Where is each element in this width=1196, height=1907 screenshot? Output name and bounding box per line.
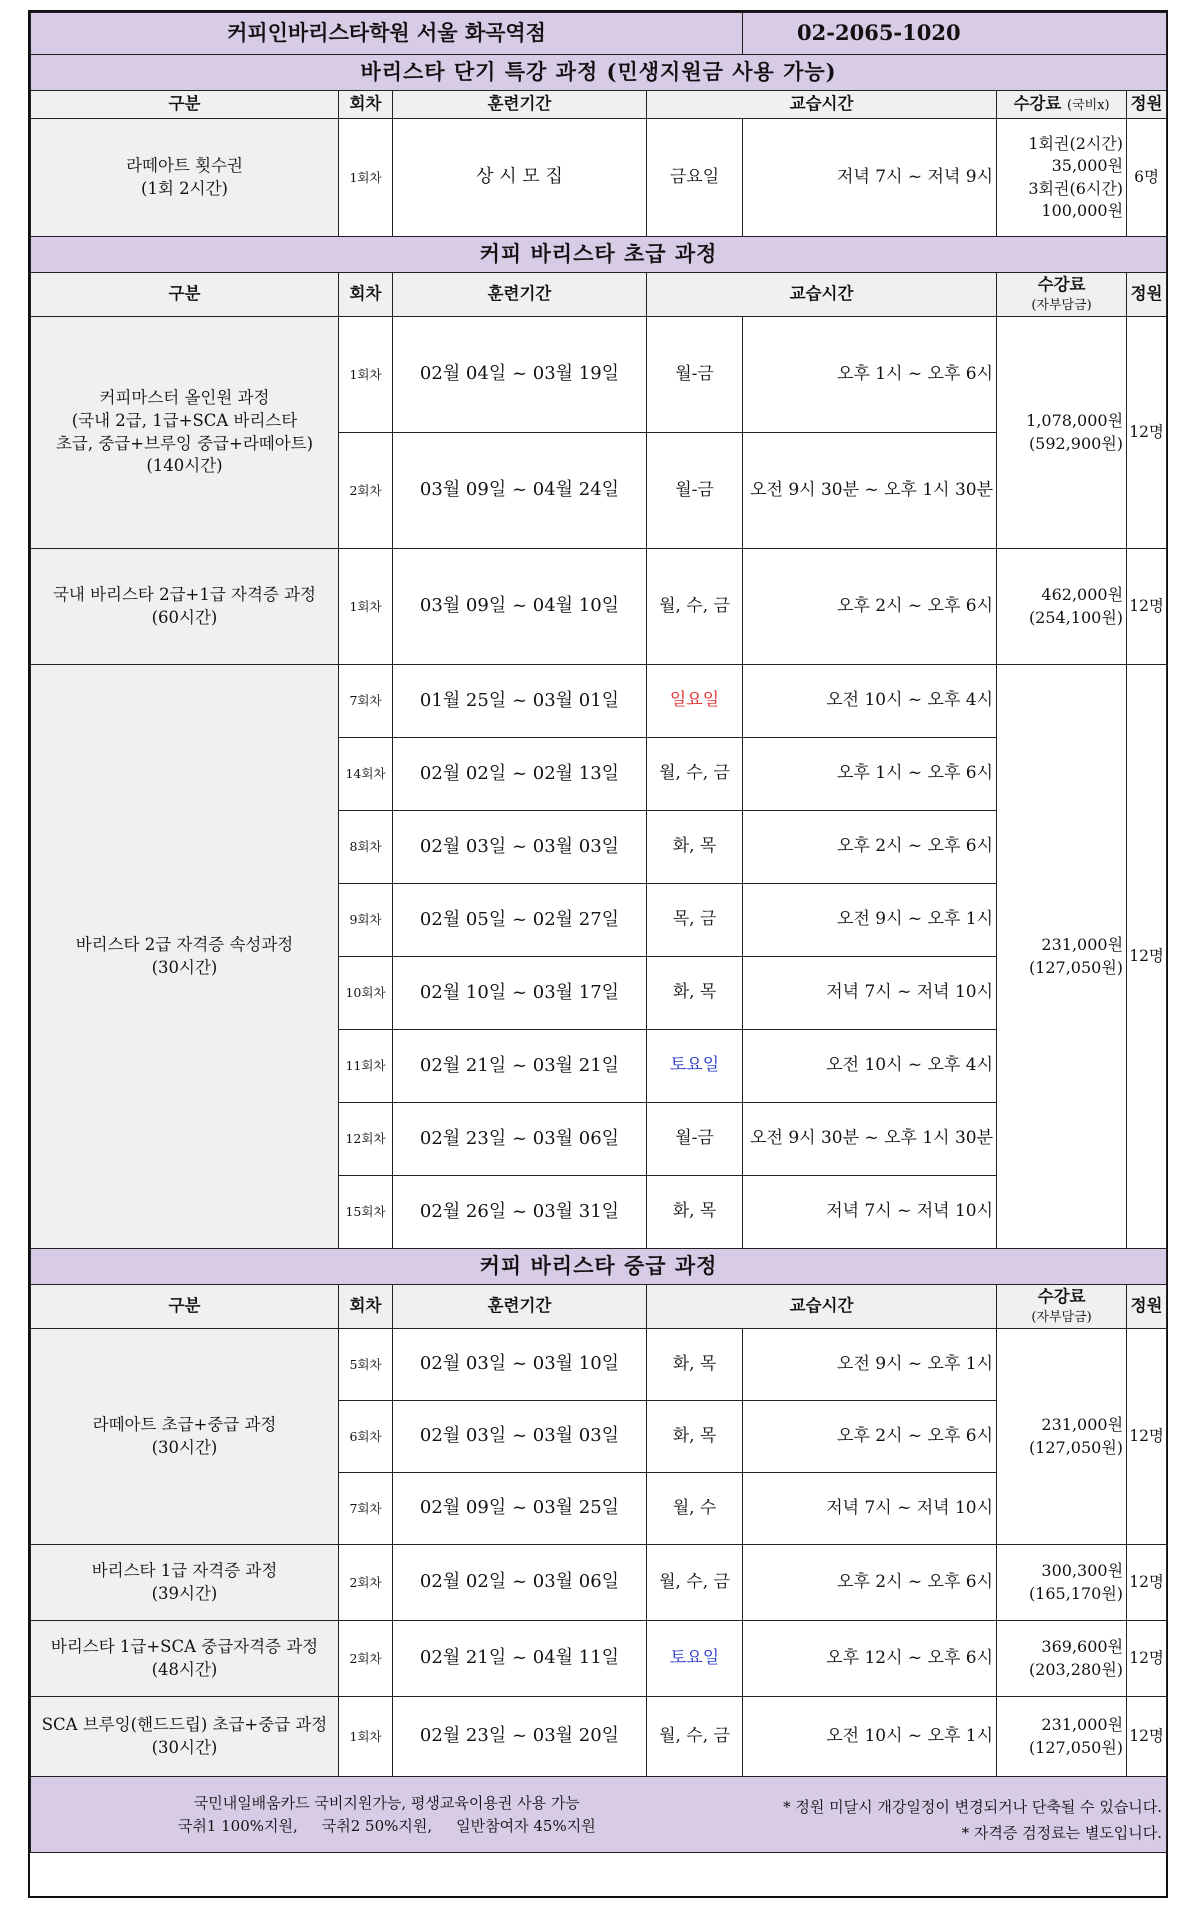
footer-row [31, 1777, 1167, 1853]
capacity-cell: 6명 [1127, 119, 1167, 237]
section-title-row [31, 237, 1167, 273]
course-name-line: (1회 2시간) [141, 178, 228, 198]
days-cell: 화, 목 [647, 1329, 743, 1401]
capacity-cell: 12명 [1127, 665, 1167, 1249]
time-cell: 오전 10시 ~ 오후 1시 [743, 1697, 997, 1777]
time-cell: 저녁 7시 ~ 저녁 10시 [743, 1176, 997, 1249]
section-title-intermediate: 커피 바리스타 중급 과정 [31, 1249, 1167, 1285]
fee-cell [997, 665, 1127, 1249]
fee-cell [997, 1621, 1127, 1697]
fee-self-pay: (127,050원) [1028, 1437, 1124, 1457]
col-fee-label: 수강료 [1037, 1287, 1086, 1307]
phone-number: 02-2065-1020 [743, 13, 1167, 55]
fee-cell [997, 1329, 1127, 1545]
col-session: 회차 [339, 91, 393, 119]
session-cell: 11회차 [339, 1030, 393, 1103]
course-name-line: (30시간) [151, 1437, 218, 1457]
time-cell: 오전 9시 ~ 오후 1시 [743, 884, 997, 957]
column-header-row [31, 91, 1167, 119]
notice-info [743, 1777, 1167, 1853]
session-cell: 9회차 [339, 884, 393, 957]
days-cell: 월, 수, 금 [647, 738, 743, 811]
course-name-line: (39시간) [151, 1583, 218, 1603]
col-period: 훈련기간 [393, 1285, 647, 1329]
funding-line: 국민내일배움카드 국비지원가능, 평생교육이용권 사용 가능 [193, 1794, 580, 1812]
fee-line: 35,000원 [1051, 156, 1124, 176]
course-name-line: SCA 브루잉(핸드드립) 초급+중급 과정 [41, 1714, 328, 1734]
fee-cell [997, 317, 1127, 549]
course-name-line: (140시간) [146, 456, 223, 476]
capacity-cell: 12명 [1127, 1621, 1167, 1697]
session-cell: 12회차 [339, 1103, 393, 1176]
course-name-line: 바리스타 1급 자격증 과정 [91, 1560, 278, 1580]
table-row [31, 1329, 1167, 1401]
notice-line: * 자격증 검정료는 별도입니다. [961, 1823, 1163, 1842]
title-row [31, 13, 1167, 55]
period-cell: 02월 02일 ~ 03월 06일 [393, 1545, 647, 1621]
days-cell: 월-금 [647, 1103, 743, 1176]
days-cell: 월, 수, 금 [647, 549, 743, 665]
time-cell: 오전 9시 ~ 오후 1시 [743, 1329, 997, 1401]
days-cell: 화, 목 [647, 1401, 743, 1473]
period-cell: 02월 10일 ~ 03월 17일 [393, 957, 647, 1030]
col-period: 훈련기간 [393, 273, 647, 317]
period-cell: 02월 04일 ~ 03월 19일 [393, 317, 647, 433]
period-cell: 02월 21일 ~ 04월 11일 [393, 1621, 647, 1697]
fee-cell [997, 549, 1127, 665]
time-cell: 오후 2시 ~ 오후 6시 [743, 811, 997, 884]
fee-amount: 1,078,000원 [1026, 411, 1124, 431]
period-cell: 02월 03일 ~ 03월 03일 [393, 811, 647, 884]
days-cell: 일요일 [647, 665, 743, 738]
period-cell: 02월 09일 ~ 03월 25일 [393, 1473, 647, 1545]
time-cell: 오후 12시 ~ 오후 6시 [743, 1621, 997, 1697]
fee-self-pay: (165,170원) [1028, 1583, 1124, 1603]
days-cell: 화, 목 [647, 811, 743, 884]
col-fee-note: (자부담금) [1031, 297, 1092, 313]
section-title-special: 바리스타 단기 특강 과정 (민생지원금 사용 가능) [31, 55, 1167, 91]
col-capacity: 정원 [1127, 91, 1167, 119]
period-cell: 02월 23일 ~ 03월 20일 [393, 1697, 647, 1777]
session-cell: 2회차 [339, 1545, 393, 1621]
session-cell: 8회차 [339, 811, 393, 884]
fee-cell [997, 119, 1127, 237]
session-cell: 7회차 [339, 665, 393, 738]
col-capacity: 정원 [1127, 273, 1167, 317]
period-cell: 01월 25일 ~ 03월 01일 [393, 665, 647, 738]
days-cell: 월, 수, 금 [647, 1697, 743, 1777]
days-cell: 금요일 [647, 119, 743, 237]
course-name-line: 바리스타 1급+SCA 중급자격증 과정 [50, 1636, 319, 1656]
capacity-cell: 12명 [1127, 1545, 1167, 1621]
funding-info [31, 1777, 743, 1853]
period-cell: 02월 05일 ~ 02월 27일 [393, 884, 647, 957]
col-fee [997, 1285, 1127, 1329]
course-name [31, 1329, 339, 1545]
time-cell: 저녁 7시 ~ 저녁 10시 [743, 957, 997, 1030]
support-type-3: 일반참여자 45%지원 [456, 1816, 596, 1835]
fee-cell [997, 1545, 1127, 1621]
days-cell: 월-금 [647, 433, 743, 549]
session-cell: 2회차 [339, 1621, 393, 1697]
period-cell: 02월 21일 ~ 03월 21일 [393, 1030, 647, 1103]
course-name-line: 라떼아트 초급+중급 과정 [92, 1414, 277, 1434]
fee-amount: 231,000원 [1041, 1715, 1124, 1735]
fee-self-pay: (254,100원) [1028, 607, 1124, 627]
session-cell: 14회차 [339, 738, 393, 811]
period-cell: 03월 09일 ~ 04월 10일 [393, 549, 647, 665]
notice-line: * 정원 미달시 개강일정이 변경되거나 단축될 수 있습니다. [783, 1797, 1163, 1816]
session-cell: 5회차 [339, 1329, 393, 1401]
section-title-row [31, 1249, 1167, 1285]
days-cell: 월, 수, 금 [647, 1545, 743, 1621]
days-cell: 월, 수 [647, 1473, 743, 1545]
col-category: 구분 [31, 273, 339, 317]
fee-amount: 231,000원 [1041, 1415, 1124, 1435]
col-fee [997, 91, 1127, 119]
time-cell: 오전 9시 30분 ~ 오후 1시 30분 [743, 433, 997, 549]
funding-support-line [33, 1815, 741, 1838]
capacity-cell: 12명 [1127, 1329, 1167, 1545]
table-row [31, 317, 1167, 433]
support-type-2: 국취2 50%지원, [321, 1816, 433, 1835]
time-cell: 오후 1시 ~ 오후 6시 [743, 317, 997, 433]
column-header-row [31, 1285, 1167, 1329]
days-cell: 월-금 [647, 317, 743, 433]
days-cell: 토요일 [647, 1030, 743, 1103]
col-fee [997, 273, 1127, 317]
period-cell: 02월 23일 ~ 03월 06일 [393, 1103, 647, 1176]
course-name [31, 119, 339, 237]
session-cell: 1회차 [339, 317, 393, 433]
fee-amount: 300,300원 [1041, 1561, 1124, 1581]
course-name [31, 665, 339, 1249]
col-fee-label: 수강료 [1013, 94, 1062, 114]
days-cell: 목, 금 [647, 884, 743, 957]
session-cell: 1회차 [339, 549, 393, 665]
fee-self-pay: (203,280원) [1028, 1659, 1124, 1679]
course-name-line: (국내 2급, 1급+SCA 바리스타 [71, 410, 298, 430]
session-cell: 1회차 [339, 1697, 393, 1777]
table-row [31, 119, 1167, 237]
col-class-time: 교습시간 [647, 1285, 997, 1329]
course-name [31, 1621, 339, 1697]
session-cell: 15회차 [339, 1176, 393, 1249]
time-cell: 오후 2시 ~ 오후 6시 [743, 1545, 997, 1621]
time-cell: 저녁 7시 ~ 저녁 9시 [743, 119, 997, 237]
col-capacity: 정원 [1127, 1285, 1167, 1329]
session-cell: 10회차 [339, 957, 393, 1030]
col-session: 회차 [339, 273, 393, 317]
session-cell: 2회차 [339, 433, 393, 549]
fee-cell [997, 1697, 1127, 1777]
school-name: 커피인바리스타학원 서울 화곡역점 [31, 13, 743, 55]
course-name-line: 바리스타 2급 자격증 속성과정 [75, 934, 294, 954]
course-name-line: 커피마스터 올인원 과정 [99, 387, 270, 407]
fee-self-pay: (592,900원) [1028, 433, 1124, 453]
course-schedule-sheet [28, 10, 1168, 1898]
course-name [31, 549, 339, 665]
capacity-cell: 12명 [1127, 1697, 1167, 1777]
course-name-line: (60시간) [151, 607, 218, 627]
period-cell: 03월 09일 ~ 04월 24일 [393, 433, 647, 549]
period-cell: 상 시 모 집 [393, 119, 647, 237]
support-type-1: 국취1 100%지원, [177, 1816, 298, 1835]
col-category: 구분 [31, 1285, 339, 1329]
course-name-line: (48시간) [151, 1659, 218, 1679]
course-name-line: (30시간) [151, 957, 218, 977]
fee-self-pay: (127,050원) [1028, 1737, 1124, 1757]
section-title-row [31, 55, 1167, 91]
col-session: 회차 [339, 1285, 393, 1329]
time-cell: 오전 9시 30분 ~ 오후 1시 30분 [743, 1103, 997, 1176]
fee-amount: 369,600원 [1041, 1637, 1124, 1657]
table-row [31, 665, 1167, 738]
table-row [31, 1621, 1167, 1697]
course-name-line: 국내 바리스타 2급+1급 자격증 과정 [52, 584, 316, 604]
col-class-time: 교습시간 [647, 91, 997, 119]
course-name [31, 317, 339, 549]
period-cell: 02월 02일 ~ 02월 13일 [393, 738, 647, 811]
time-cell: 오후 2시 ~ 오후 6시 [743, 1401, 997, 1473]
session-cell: 6회차 [339, 1401, 393, 1473]
col-class-time: 교습시간 [647, 273, 997, 317]
session-cell: 1회차 [339, 119, 393, 237]
fee-line: 1회권(2시간) [1028, 133, 1124, 153]
days-cell: 화, 목 [647, 957, 743, 1030]
course-name [31, 1545, 339, 1621]
capacity-cell: 12명 [1127, 549, 1167, 665]
days-cell: 화, 목 [647, 1176, 743, 1249]
time-cell: 오전 10시 ~ 오후 4시 [743, 1030, 997, 1103]
col-fee-note: (자부담금) [1031, 1309, 1092, 1325]
time-cell: 오후 1시 ~ 오후 6시 [743, 738, 997, 811]
time-cell: 오전 10시 ~ 오후 4시 [743, 665, 997, 738]
col-category: 구분 [31, 91, 339, 119]
table-row [31, 1545, 1167, 1621]
session-cell: 7회차 [339, 1473, 393, 1545]
days-cell: 토요일 [647, 1621, 743, 1697]
time-cell: 저녁 7시 ~ 저녁 10시 [743, 1473, 997, 1545]
table-row [31, 1697, 1167, 1777]
fee-amount: 231,000원 [1041, 935, 1124, 955]
schedule-table [30, 12, 1167, 1853]
col-fee-label: 수강료 [1037, 275, 1086, 295]
course-name-line: (30시간) [151, 1737, 218, 1757]
period-cell: 02월 26일 ~ 03월 31일 [393, 1176, 647, 1249]
table-row [31, 549, 1167, 665]
course-name [31, 1697, 339, 1777]
fee-self-pay: (127,050원) [1028, 957, 1124, 977]
fee-line: 100,000원 [1041, 200, 1124, 220]
capacity-cell: 12명 [1127, 317, 1167, 549]
course-name-line: 초급, 중급+브루잉 중급+라떼아트) [55, 433, 314, 453]
period-cell: 02월 03일 ~ 03월 10일 [393, 1329, 647, 1401]
time-cell: 오후 2시 ~ 오후 6시 [743, 549, 997, 665]
section-title-beginner: 커피 바리스타 초급 과정 [31, 237, 1167, 273]
col-period: 훈련기간 [393, 91, 647, 119]
course-name-line: 라떼아트 횟수권 [126, 155, 243, 175]
fee-line: 3회권(6시간) [1028, 178, 1124, 198]
col-fee-note: (국비x) [1067, 98, 1110, 114]
fee-amount: 462,000원 [1041, 585, 1124, 605]
period-cell: 02월 03일 ~ 03월 03일 [393, 1401, 647, 1473]
column-header-row [31, 273, 1167, 317]
